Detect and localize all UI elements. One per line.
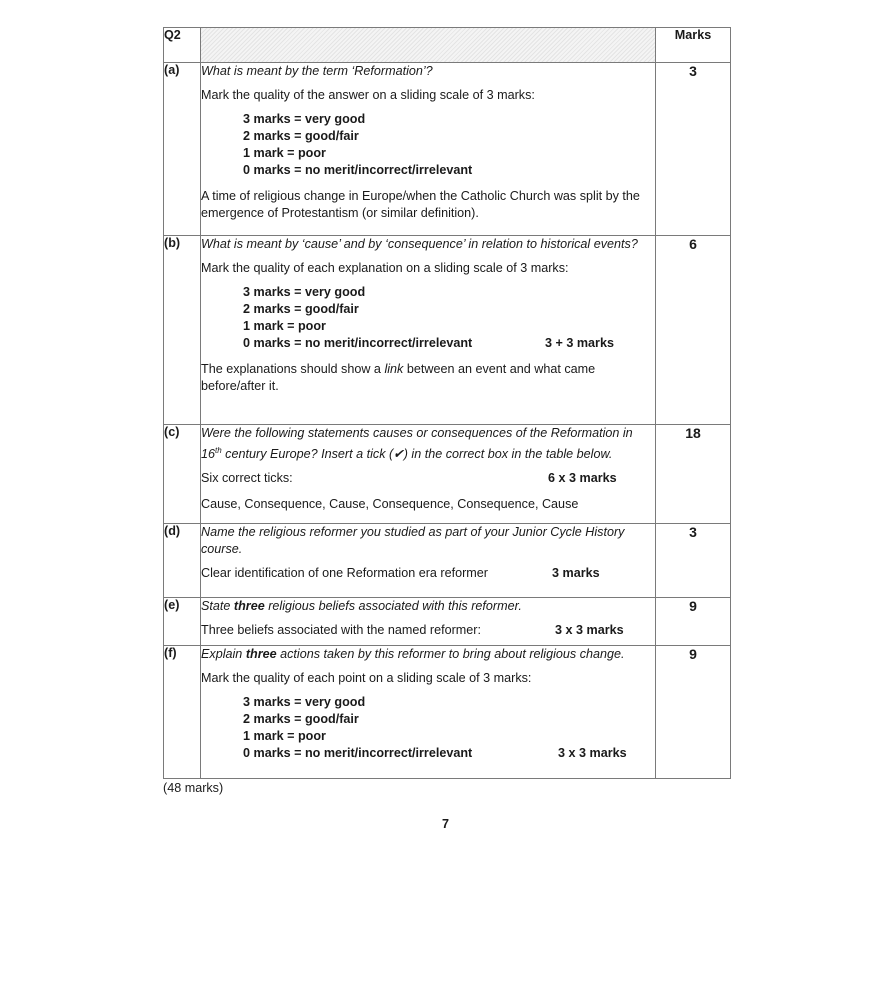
marks-allocation: 3 marks <box>552 566 600 580</box>
marks-column-header: Marks <box>656 28 731 63</box>
answer-note-emphasis: link <box>384 362 404 376</box>
table-row-c <box>164 425 731 524</box>
row-content <box>201 236 656 425</box>
scale-line: 3 marks = very good <box>243 695 366 709</box>
marking-line-text: Three beliefs associated with the named reformer: <box>201 623 481 637</box>
page-number: 7 <box>442 817 450 831</box>
marks-value: 18 <box>656 425 731 524</box>
answer-note-text: between an event and what came before/after it. <box>201 362 596 393</box>
marks-value: 6 <box>656 236 731 425</box>
scale-line: 1 mark = poor <box>243 319 326 333</box>
scale-line: 0 marks = no merit/incorrect/irrelevant <box>243 336 473 350</box>
scale-line: 2 marks = good/fair <box>243 712 359 726</box>
table-row-e <box>164 598 731 646</box>
scale-line: 1 mark = poor <box>243 146 326 160</box>
question-number-header: Q2 <box>164 28 201 63</box>
question-text: What is meant by ‘cause’ and by ‘consequence’ in relation to historical events? <box>201 237 638 251</box>
scale-line: 0 marks = no merit/incorrect/irrelevant <box>243 746 473 760</box>
row-label: (d) <box>164 524 201 598</box>
row-content <box>201 598 656 646</box>
marking-line <box>201 565 655 582</box>
sliding-scale <box>201 694 655 762</box>
marks-allocation: 3 x 3 marks <box>555 623 624 637</box>
marking-line <box>201 470 655 487</box>
question-text-part: Were the following statements causes or consequences of the Reformation in 16 <box>201 426 633 462</box>
sliding-scale <box>201 284 655 352</box>
question-text-part: State <box>201 599 234 613</box>
marks-allocation: 3 x 3 marks <box>558 746 627 760</box>
question-text <box>201 425 655 463</box>
answer-key: Cause, Consequence, Cause, Consequence, Consequence, Cause <box>201 497 579 512</box>
question-text: Name the religious reformer you studied as part of your Junior Cycle History course. <box>201 525 625 556</box>
answer-note <box>201 361 655 395</box>
marking-line-text: Clear identification of one Reformation era reformer <box>201 566 488 580</box>
marks-allocation: 6 x 3 marks <box>548 471 617 486</box>
question-text-part: Explain <box>201 647 246 661</box>
instruction-text: Mark the quality of each point on a sliding scale of 3 marks: <box>201 671 532 685</box>
row-content <box>201 524 656 598</box>
question-emphasis: three <box>233 599 265 613</box>
table-row-f <box>164 646 731 779</box>
question-text-part: century Europe? Insert a tick (✔) in the correct box in the table below. <box>221 447 613 462</box>
marks-value: 3 <box>656 524 731 598</box>
row-label: (a) <box>164 63 201 236</box>
table-row-b <box>164 236 731 425</box>
table-row-d <box>164 524 731 598</box>
row-label: (f) <box>164 646 201 779</box>
question-text <box>201 646 655 663</box>
scale-line-with-total <box>243 745 655 762</box>
scale-line: 1 mark = poor <box>243 729 326 743</box>
row-label: (c) <box>164 425 201 524</box>
scale-line: 3 marks = very good <box>243 285 366 299</box>
table-header-row <box>164 28 731 63</box>
ordinal-suffix: th <box>215 446 222 455</box>
marks-value: 3 <box>656 63 731 236</box>
marking-scheme-table <box>163 27 731 779</box>
marking-line <box>201 622 655 639</box>
row-content <box>201 646 656 779</box>
scale-line: 2 marks = good/fair <box>243 302 359 316</box>
question-emphasis: three <box>245 647 277 661</box>
question-text-part: actions taken by this reformer to bring about religious change. <box>276 647 625 661</box>
answer-note: A time of religious change in Europe/when the Catholic Church was split by the emergence of Protestantism (or similar definition). <box>201 189 640 220</box>
question-text <box>201 598 655 615</box>
marking-line-text: Six correct ticks: <box>201 471 293 486</box>
sliding-scale <box>201 111 655 179</box>
row-label: (e) <box>164 598 201 646</box>
hatched-header-cell <box>201 28 656 63</box>
answer-note-text: The explanations should show a <box>201 362 385 376</box>
scale-line: 2 marks = good/fair <box>243 129 359 143</box>
question-text-part: religious beliefs associated with this reformer. <box>264 599 522 613</box>
row-content <box>201 63 656 236</box>
marks-value: 9 <box>656 646 731 779</box>
marks-value: 9 <box>656 598 731 646</box>
instruction-text: Mark the quality of each explanation on a sliding scale of 3 marks: <box>201 261 569 275</box>
scale-line-with-total <box>243 335 655 352</box>
scale-line: 0 marks = no merit/incorrect/irrelevant <box>243 163 473 177</box>
instruction-text: Mark the quality of the answer on a sliding scale of 3 marks: <box>201 88 535 102</box>
question-text: What is meant by the term ‘Reformation’? <box>201 64 433 78</box>
marks-allocation: 3 + 3 marks <box>545 336 614 350</box>
total-marks: (48 marks) <box>163 781 224 795</box>
row-content <box>201 425 656 524</box>
row-label: (b) <box>164 236 201 425</box>
scale-line: 3 marks = very good <box>243 112 366 126</box>
table-row-a <box>164 63 731 236</box>
